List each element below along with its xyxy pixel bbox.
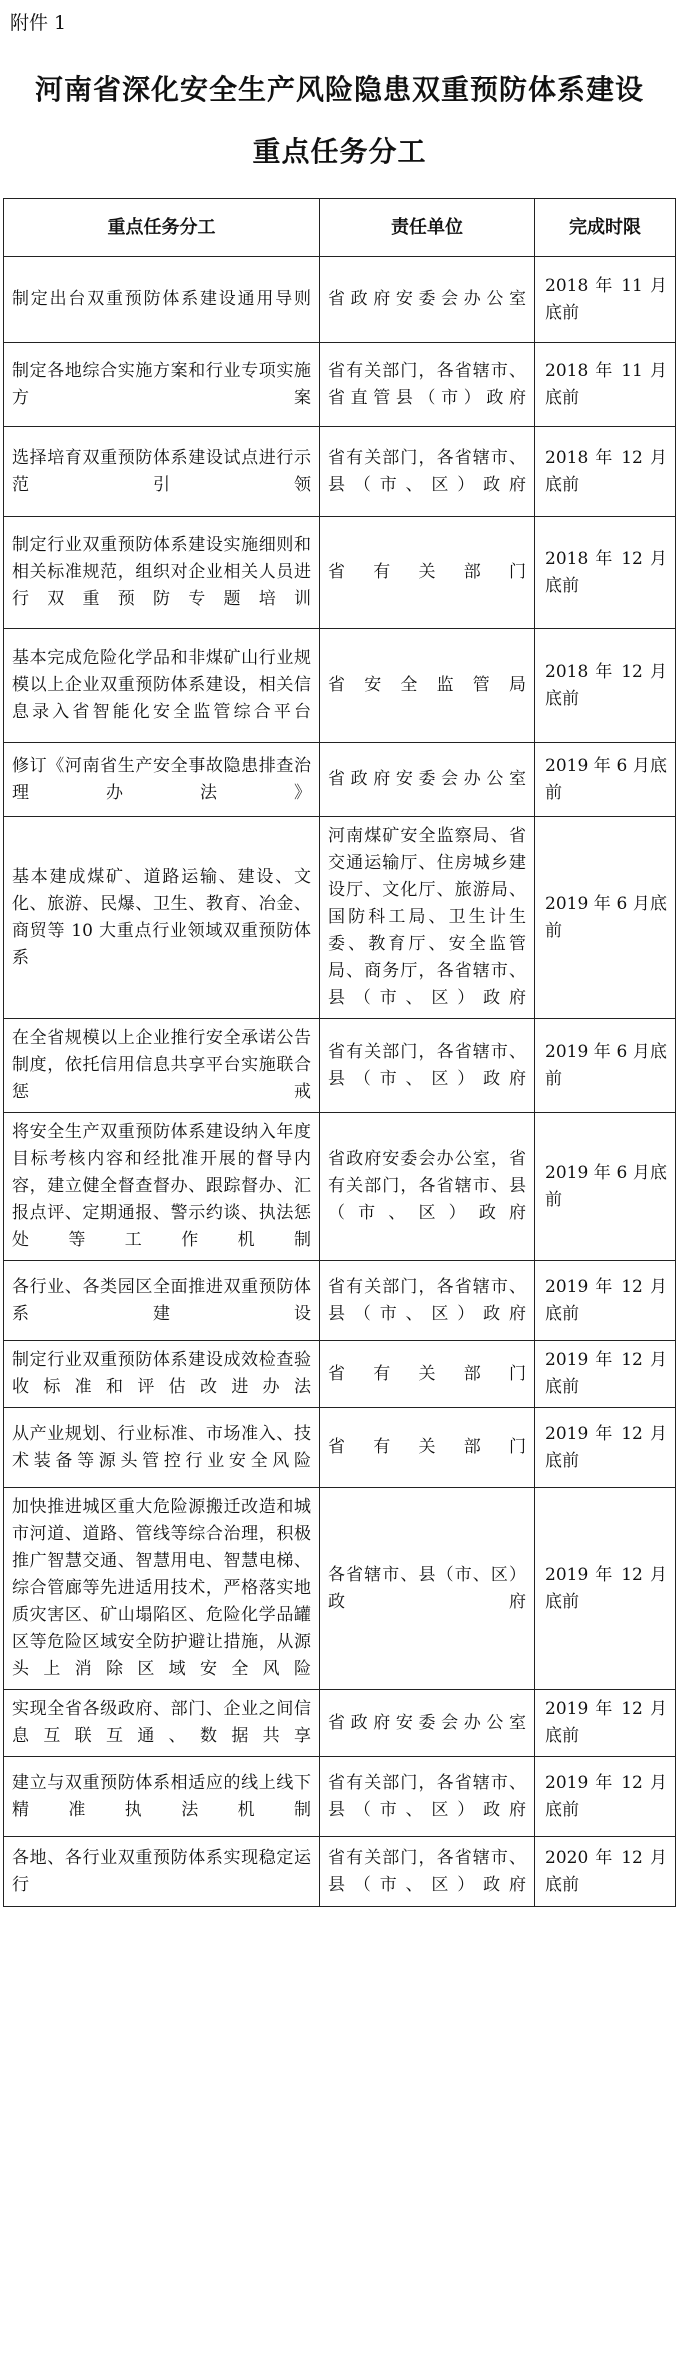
deadline-cell: 2019 年 6 月底前 <box>535 1019 676 1113</box>
task-cell: 基本完成危险化学品和非煤矿山行业规模以上企业双重预防体系建设，相关信息录入省智能化安全监管综合平台 <box>4 629 320 743</box>
task-cell: 实现全省各级政府、部门、企业之间信息互联互通、数据共享 <box>4 1690 320 1757</box>
task-cell: 从产业规划、行业标准、市场准入、技术装备等源头管控行业安全风险 <box>4 1408 320 1488</box>
unit-cell: 省政府安委会办公室 <box>320 743 535 817</box>
task-cell: 制定出台双重预防体系建设通用导则 <box>4 257 320 343</box>
task-cell: 修订《河南省生产安全事故隐患排查治理办法》 <box>4 743 320 817</box>
task-table <box>3 198 676 1907</box>
task-cell: 制定行业双重预防体系建设实施细则和相关标准规范，组织对企业相关人员进行双重预防专题培训 <box>4 517 320 629</box>
deadline-cell: 2018 年 12 月底前 <box>535 629 676 743</box>
task-cell: 基本建成煤矿、道路运输、建设、文化、旅游、民爆、卫生、教育、冶金、商贸等 10 大重点行业领域双重预防体系 <box>4 817 320 1019</box>
document-title: 河南省深化安全生产风险隐患双重预防体系建设 <box>34 73 644 106</box>
deadline-cell: 2019 年 6 月底前 <box>535 1113 676 1261</box>
table-row <box>4 257 676 343</box>
deadline-cell: 2018 年 11 月底前 <box>535 257 676 343</box>
table-row <box>4 1408 676 1488</box>
deadline-cell: 2019 年 12 月底前 <box>535 1261 676 1341</box>
unit-cell: 省有关部门，各省辖市、县（市、区）政府 <box>320 1757 535 1837</box>
deadline-cell: 2019 年 12 月底前 <box>535 1690 676 1757</box>
unit-cell: 省安全监管局 <box>320 629 535 743</box>
task-cell: 在全省规模以上企业推行安全承诺公告制度，依托信用信息共享平台实施联合惩戒 <box>4 1019 320 1113</box>
task-cell: 各行业、各类园区全面推进双重预防体系建设 <box>4 1261 320 1341</box>
unit-cell: 省政府安委会办公室，省有关部门，各省辖市、县（市、区）政府 <box>320 1113 535 1261</box>
table-row <box>4 343 676 427</box>
header-unit: 责任单位 <box>320 199 535 257</box>
deadline-cell: 2019 年 12 月底前 <box>535 1341 676 1408</box>
table-row <box>4 1488 676 1690</box>
table-row <box>4 817 676 1019</box>
table-row <box>4 1019 676 1113</box>
unit-cell: 省政府安委会办公室 <box>320 1690 535 1757</box>
task-cell: 加快推进城区重大危险源搬迁改造和城市河道、道路、管线等综合治理，积极推广智慧交通、智慧用电、智慧电梯、综合管廊等先进适用技术，严格落实地质灾害区、矿山塌陷区、危险化学品罐区等危险区域安全防护避让措施，从源头上消除区域安全风险 <box>4 1488 320 1690</box>
header-task: 重点任务分工 <box>4 199 320 257</box>
task-cell: 制定各地综合实施方案和行业专项实施方案 <box>4 343 320 427</box>
unit-cell: 各省辖市、县（市、区）政府 <box>320 1488 535 1690</box>
unit-cell: 省有关部门，各省辖市、县（市、区）政府 <box>320 1261 535 1341</box>
table-body <box>4 257 676 1907</box>
table-row <box>4 517 676 629</box>
table-row <box>4 1690 676 1757</box>
table-row <box>4 743 676 817</box>
task-cell: 各地、各行业双重预防体系实现稳定运行 <box>4 1837 320 1907</box>
deadline-cell: 2019 年 12 月底前 <box>535 1757 676 1837</box>
unit-cell: 省有关部门，各省辖市、县（市、区）政府 <box>320 1837 535 1907</box>
table-row <box>4 1113 676 1261</box>
unit-cell: 省有关部门，各省辖市、县（市、区）政府 <box>320 427 535 517</box>
deadline-cell: 2019 年 12 月底前 <box>535 1408 676 1488</box>
deadline-cell: 2018 年 12 月底前 <box>535 427 676 517</box>
deadline-cell: 2019 年 6 月底前 <box>535 743 676 817</box>
table-row <box>4 629 676 743</box>
document-subtitle: 重点任务分工 <box>252 135 427 168</box>
unit-cell: 省有关部门，各省辖市、省直管县（市）政府 <box>320 343 535 427</box>
deadline-cell: 2020 年 12 月底前 <box>535 1837 676 1907</box>
unit-cell: 省政府安委会办公室 <box>320 257 535 343</box>
table-row <box>4 1757 676 1837</box>
deadline-cell: 2018 年 12 月底前 <box>535 517 676 629</box>
task-cell: 将安全生产双重预防体系建设纳入年度目标考核内容和经批准开展的督导内容，建立健全督查督办、跟踪督办、汇报点评、定期通报、警示约谈、执法惩处等工作机制 <box>4 1113 320 1261</box>
annex-label: 附件 1 <box>10 12 67 34</box>
deadline-cell: 2019 年 6 月底前 <box>535 817 676 1019</box>
deadline-cell: 2018 年 11 月底前 <box>535 343 676 427</box>
unit-cell: 省有关部门，各省辖市、县（市、区）政府 <box>320 1019 535 1113</box>
table-row <box>4 1341 676 1408</box>
unit-cell: 省有关部门 <box>320 517 535 629</box>
table-row <box>4 1261 676 1341</box>
table-row <box>4 1837 676 1907</box>
unit-cell: 省有关部门 <box>320 1341 535 1408</box>
deadline-cell: 2019 年 12 月底前 <box>535 1488 676 1690</box>
unit-cell: 河南煤矿安全监察局、省交通运输厅、住房城乡建设厅、文化厅、旅游局、国防科工局、卫生计生委、教育厅、安全监管局、商务厅，各省辖市、县（市、区）政府 <box>320 817 535 1019</box>
table-row <box>4 427 676 517</box>
header-deadline: 完成时限 <box>535 199 676 257</box>
unit-cell: 省有关部门 <box>320 1408 535 1488</box>
table-header-row <box>4 199 676 257</box>
task-cell: 建立与双重预防体系相适应的线上线下精准执法机制 <box>4 1757 320 1837</box>
task-cell: 选择培育双重预防体系建设试点进行示范引领 <box>4 427 320 517</box>
task-cell: 制定行业双重预防体系建设成效检查验收标准和评估改进办法 <box>4 1341 320 1408</box>
